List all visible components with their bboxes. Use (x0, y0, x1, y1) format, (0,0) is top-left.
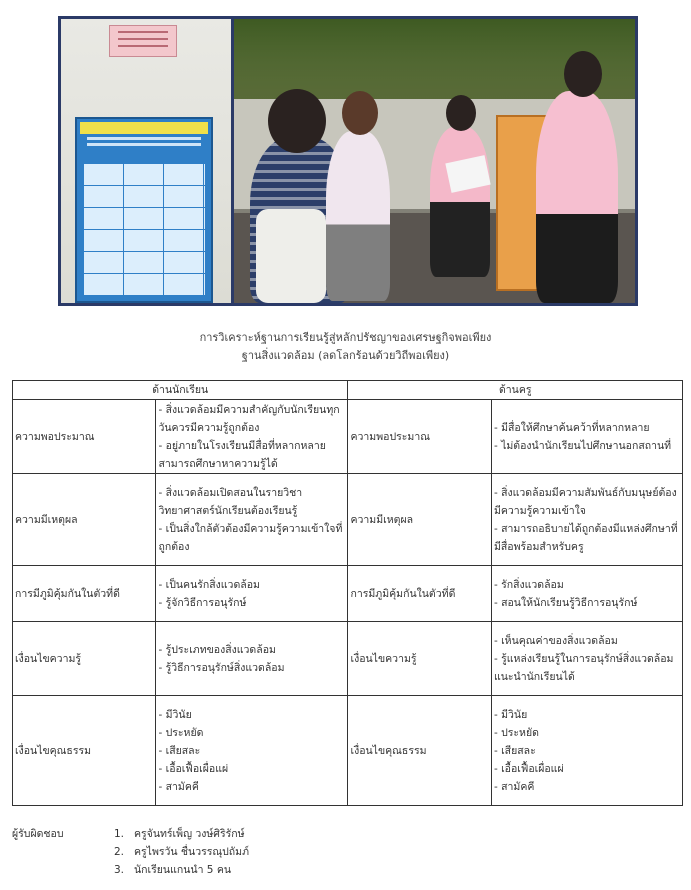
activity-photo (58, 16, 638, 306)
list-item: - มีวินัย (158, 708, 192, 721)
student-cell (156, 474, 348, 566)
list-item: - เอื้อเฟื้อเผื่อแผ่ (158, 762, 229, 775)
student-figure-2 (536, 91, 618, 303)
table-row (13, 622, 683, 696)
row-label-teacher: เงื่อนไขคุณธรรม (348, 696, 491, 806)
row-label-teacher: ความมีเหตุผล (348, 474, 491, 566)
table-row (13, 400, 683, 474)
row-label-student: เงื่อนไขความรู้ (13, 622, 156, 696)
list-item: - สามัคคี (493, 780, 535, 793)
list-item: - อยู่ภายในโรงเรียนมีสื่อที่หลากหลายสามารถศึกษาหาความรู้ได้ (158, 439, 326, 470)
teacher-cell (491, 696, 682, 806)
student-cell (156, 696, 348, 806)
teacher-figure (326, 131, 390, 301)
header-student: ด้านนักเรียน (13, 381, 348, 400)
teacher-cell (491, 474, 682, 566)
small-sign (109, 25, 177, 57)
list-item: 3. นักเรียนแกนนำ 5 คน (113, 864, 232, 876)
list-item: - ไม่ต้องนำนักเรียนไปศึกษานอกสถานที่ (493, 439, 672, 452)
row-label-teacher: ความพอประมาณ (348, 400, 491, 474)
list-item: - ประหยัด (158, 726, 204, 739)
list-item: - เป็นคนรักสิ่งแวดล้อม (158, 578, 260, 591)
list-item: - เอื้อเฟื้อเผื่อแผ่ (493, 762, 564, 775)
table-row (13, 696, 683, 806)
table-header-row (13, 381, 683, 400)
analysis-table (12, 380, 683, 806)
row-label-teacher: การมีภูมิคุ้มกันในตัวที่ดี (348, 566, 491, 622)
student-cell (156, 622, 348, 696)
list-item: - สิ่งแวดล้อมมีความสัมพันธ์กับมนุษย์ต้องมีความรู้ความเข้าใจ (493, 486, 677, 517)
student-cell (156, 400, 348, 474)
list-item: - สามารถอธิบายได้ถูกต้องมีแหล่งศึกษาที่มีสื่อพร้อมสำหรับครู (493, 522, 678, 553)
list-item: - เสียสละ (493, 744, 536, 757)
list-item: - สิ่งแวดล้อมเปิดสอนในรายวิชาวิทยาศาสตร์นักเรียนต้องเรียนรู้ (158, 486, 303, 517)
photo-right-panel (234, 19, 635, 303)
header-teacher: ด้านครู (348, 381, 683, 400)
list-item: - รักสิ่งแวดล้อม (493, 578, 564, 591)
list-item: - เห็นคุณค่าของสิ่งแวดล้อม (493, 634, 618, 647)
student-figure-1 (430, 127, 490, 277)
student-cell (156, 566, 348, 622)
list-item: 1. ครูจันทร์เพ็ญ วงษ์ศิริรักษ์ (113, 828, 245, 840)
table-row (13, 566, 683, 622)
list-item: - สอนให้นักเรียนรู้วิธีการอนุรักษ์ (493, 596, 638, 609)
list-item: - รู้วิธีการอนุรักษ์สิ่งแวดล้อม (158, 661, 285, 674)
list-item: 2. ครูไพรวัน ชื่นวรรณุปถัมภ์ (113, 846, 250, 858)
table-row (13, 474, 683, 566)
photo-left-panel (61, 19, 231, 303)
row-label-teacher: เงื่อนไขความรู้ (348, 622, 491, 696)
teacher-cell (491, 622, 682, 696)
list-item: - ประหยัด (493, 726, 539, 739)
bag (256, 209, 326, 303)
list-item: - เสียสละ (158, 744, 201, 757)
row-label-student: การมีภูมิคุ้มกันในตัวที่ดี (13, 566, 156, 622)
teacher-cell (491, 400, 682, 474)
caption-subtitle: ฐานสิ่งแวดล้อม (ลดโลกร้อนด้วยวิถีพอเพียง) (241, 349, 450, 362)
responsible-label: ผู้รับผิดชอบ (12, 828, 64, 840)
list-item: - เป็นสิ่งใกล้ตัวต้องมีความรู้ความเข้าใจที่ถูกต้อง (158, 522, 343, 553)
caption-title: การวิเคราะห์ฐานการเรียนรู้สู่หลักปรัชญาของเศรษฐกิจพอเพียง (199, 331, 492, 344)
list-item: - มีวินัย (493, 708, 528, 721)
list-item: - รู้แหล่งเรียนรู้ในการอนุรักษ์สิ่งแวดล้อม แนะนำนักเรียนได้ (493, 652, 674, 683)
row-label-student: เงื่อนไขคุณธรรม (13, 696, 156, 806)
information-board (75, 117, 213, 303)
responsible-list (104, 825, 249, 879)
list-item: - มีสื่อให้ศึกษาค้นคว้าที่หลากหลาย (493, 421, 650, 434)
list-item: - รู้จักวิธีการอนุรักษ์ (158, 596, 247, 609)
list-item: - สิ่งแวดล้อมมีความสำคัญกับนักเรียนทุกวันควรมีความรู้ถูกต้อง (158, 403, 340, 434)
row-label-student: ความมีเหตุผล (13, 474, 156, 566)
list-item: - สามัคคี (158, 780, 199, 793)
teacher-cell (491, 566, 682, 622)
row-label-student: ความพอประมาณ (13, 400, 156, 474)
list-item: - รู้ประเภทของสิ่งแวดล้อม (158, 643, 276, 656)
